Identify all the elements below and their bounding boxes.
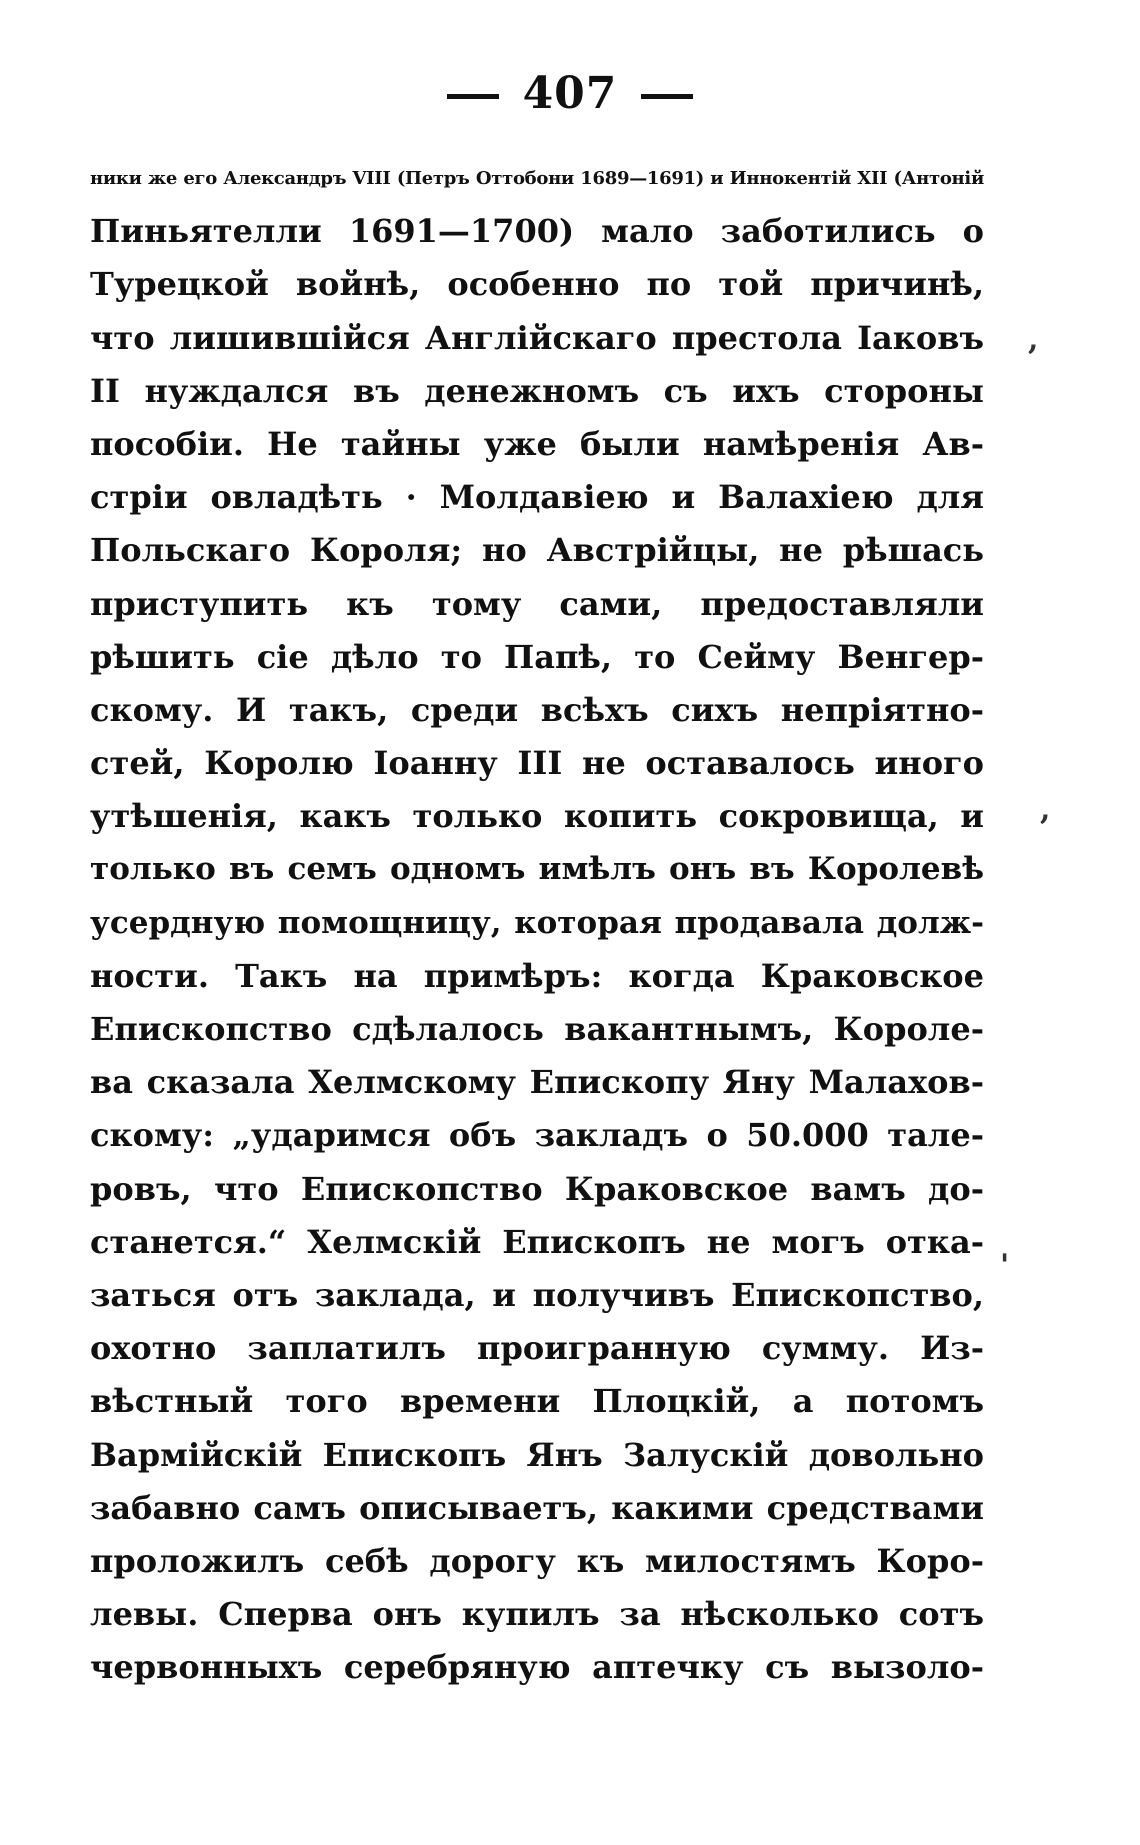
text-line: вѣстный того времени Плоцкій, а потомъ bbox=[90, 1382, 984, 1421]
text-line: только въ семъ одномъ имѣлъ онъ въ Королевѣ bbox=[90, 851, 984, 888]
text-line: приступить къ тому сами, предоставляли bbox=[90, 584, 984, 623]
text-line: скому. И такъ, среди всѣхъ сихъ непріятно- bbox=[90, 690, 984, 729]
text-line: II нуждался въ денежномъ съ ихъ стороны bbox=[90, 371, 984, 410]
text-line: Пиньятелли 1691—1700) мало заботились о bbox=[90, 212, 984, 251]
text-line: ности. Такъ на примѣръ: когда Краковское bbox=[90, 956, 984, 995]
text-line: что лишившійся Англійскаго престола Іаковъ bbox=[90, 318, 984, 357]
text-line: проложилъ себѣ дорогу къ милостямъ Коро- bbox=[90, 1541, 984, 1580]
text-line: Турецкой войнѣ, особенно по той причинѣ, bbox=[90, 265, 984, 304]
text-line: заться отъ заклада, и получивъ Епископство, bbox=[90, 1275, 984, 1314]
text-line: ники же его Александръ VIII (Петръ Оттобони 1689—1691) и Иннокентій XII (Антоній bbox=[90, 168, 984, 189]
text-line: утѣшенія, какъ только копить сокровища, и bbox=[90, 797, 984, 836]
text-line: Епископство сдѣлалось вакантнымъ, Короле- bbox=[90, 1010, 984, 1048]
header-dash-left bbox=[447, 94, 499, 99]
page-header bbox=[0, 68, 1140, 119]
text-line: скому: „ударимся объ закладъ о 50.000 тале- bbox=[90, 1116, 984, 1155]
margin-speck: , bbox=[1028, 322, 1039, 357]
page-number: 407 bbox=[522, 68, 618, 119]
text-line: Вармійскій Епископъ Янъ Залускій довольно bbox=[90, 1435, 984, 1474]
text-line: пособіи. Не тайны уже были намѣренія Ав- bbox=[90, 424, 984, 463]
text-line: ровъ, что Епископство Краковское вамъ до- bbox=[90, 1169, 984, 1208]
margin-speck: , bbox=[1040, 792, 1051, 827]
margin-speck: ' bbox=[1000, 1248, 1010, 1283]
text-line: червонныхъ серебряную аптечку съ вызоло- bbox=[90, 1648, 984, 1687]
text-line: левы. Сперва онъ купилъ за нѣсколько сотъ bbox=[90, 1595, 984, 1634]
text-line: станется.“ Хелмскій Епископъ не могъ отка- bbox=[90, 1222, 984, 1261]
page-body bbox=[90, 152, 984, 1694]
text-line: стріи овладѣть · Молдавіею и Валахіею для bbox=[90, 478, 984, 517]
text-line: рѣшить сіе дѣло то Папѣ, то Сейму Венгер- bbox=[90, 637, 984, 676]
text-line: ва сказала Хелмскому Епископу Яну Малахов- bbox=[90, 1063, 984, 1102]
text-line: усердную помощницу, которая продавала долж- bbox=[90, 904, 984, 941]
header-dash-right bbox=[641, 94, 693, 99]
text-line: Польскаго Короля; но Австрійцы, не рѣшась bbox=[90, 531, 984, 570]
text-line: стей, Королю Іоанну III не оставалось иного bbox=[90, 744, 984, 783]
text-line: охотно заплатилъ проигранную сумму. Из- bbox=[90, 1329, 984, 1368]
text-line: забавно самъ описываетъ, какими средствами bbox=[90, 1488, 984, 1527]
